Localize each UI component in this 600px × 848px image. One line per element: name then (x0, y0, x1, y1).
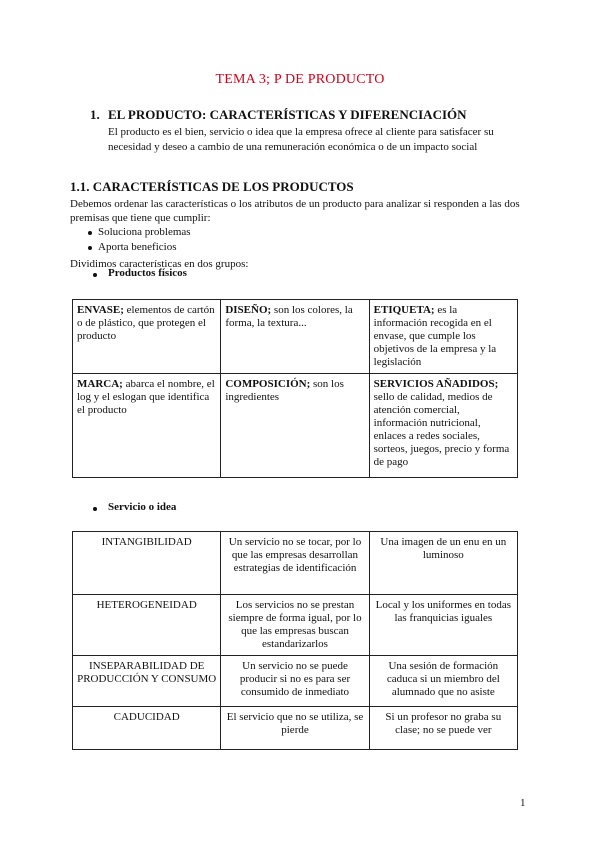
table-cell: CADUCIDAD (73, 707, 221, 750)
table-cell: Si un profesor no graba su clase; no se puede ver (369, 707, 517, 750)
cell-label: ENVASE; (77, 304, 124, 316)
physical-products-table (72, 299, 518, 478)
table-cell: Un servicio no se tocar, por lo que las empresas desarrollan estrategias de identificación (221, 532, 369, 595)
table-cell: Los servicios no se prestan siempre de forma igual, por lo que las empresas buscan estandarizarlos (221, 595, 369, 656)
table-cell (221, 374, 369, 478)
table-cell: INTANGIBILIDAD (73, 532, 221, 595)
table-row (73, 532, 518, 595)
section-1-title: EL PRODUCTO: CARACTERÍSTICAS Y DIFERENCIACIÓN (108, 107, 467, 122)
premises-list (70, 225, 540, 255)
table-cell: HETEROGENEIDAD (73, 595, 221, 656)
table-cell: El servicio que no se utiliza, se pierde (221, 707, 369, 750)
groups-intro: Dividimos características en dos grupos: (70, 258, 249, 270)
section-1-1-heading: 1.1. CARACTERÍSTICAS DE LOS PRODUCTOS (70, 179, 354, 194)
group-physical-label: Productos físicos (70, 267, 187, 279)
table-row (73, 374, 518, 478)
table-cell: Un servicio no se puede producir si no es para ser consumido de inmediato (221, 656, 369, 707)
table-row (73, 595, 518, 656)
cell-label: COMPOSICIÓN; (225, 378, 311, 390)
cell-label: ETIQUETA; (373, 304, 435, 316)
table-cell (73, 300, 221, 374)
cell-text: sello de calidad, medios de atención comercial, información nutricional, enlaces a redes sociales, sorteos, juegos, precio y forma de pago (373, 391, 510, 468)
page-number: 1 (520, 797, 526, 809)
cell-text: es la información recogida en el envase, que cumple los objetivos de la empresa y la legislación (373, 304, 497, 368)
table-cell: INSEPARABILIDAD DE PRODUCCIÓN Y CONSUMO (73, 656, 221, 707)
table-cell: Una imagen de un enu en un luminoso (369, 532, 517, 595)
table-cell (221, 300, 369, 374)
group-service-label: Servicio o idea (70, 501, 176, 513)
list-item: Aporta beneficios (70, 240, 540, 255)
table-row (73, 300, 518, 374)
section-1-number: 1. (90, 107, 100, 122)
table-cell: Una sesión de formación caduca si un miembro del alumnado que no asiste (369, 656, 517, 707)
cell-text: son los colores, la forma, la textura... (225, 304, 353, 329)
table-cell (73, 374, 221, 478)
section-1-1-intro: Debemos ordenar las características o los atributos de un producto para analizar si responden a las dos premisas que tiene que cumplir: (70, 198, 520, 224)
section-1-heading (90, 107, 530, 123)
list-item: Soluciona problemas (70, 225, 540, 240)
cell-text: son los ingredientes (225, 378, 344, 403)
table-row (73, 656, 518, 707)
table-cell (369, 300, 517, 374)
table-cell (369, 374, 517, 478)
section-1-1 (70, 179, 540, 271)
service-table (72, 531, 518, 750)
section-1-body: El producto es el bien, servicio o idea que la empresa ofrece al cliente para satisfacer su necesidad y deseo a cambio de una remuneración económica o de un impacto social (108, 126, 494, 153)
section-1 (90, 107, 530, 155)
cell-text: abarca el nombre, el log y el eslogan que identifica el producto (77, 378, 215, 416)
table-cell: Local y los uniformes en todas las franquicias iguales (369, 595, 517, 656)
page-title: TEMA 3; P DE PRODUCTO (215, 72, 385, 87)
table-row (73, 707, 518, 750)
cell-label: DISEÑO; (225, 304, 272, 316)
cell-label: MARCA; (77, 378, 123, 390)
cell-text: elementos de cartón o de plástico, que protegen el producto (77, 304, 215, 342)
cell-label: SERVICIOS AÑADIDOS; (373, 378, 499, 390)
